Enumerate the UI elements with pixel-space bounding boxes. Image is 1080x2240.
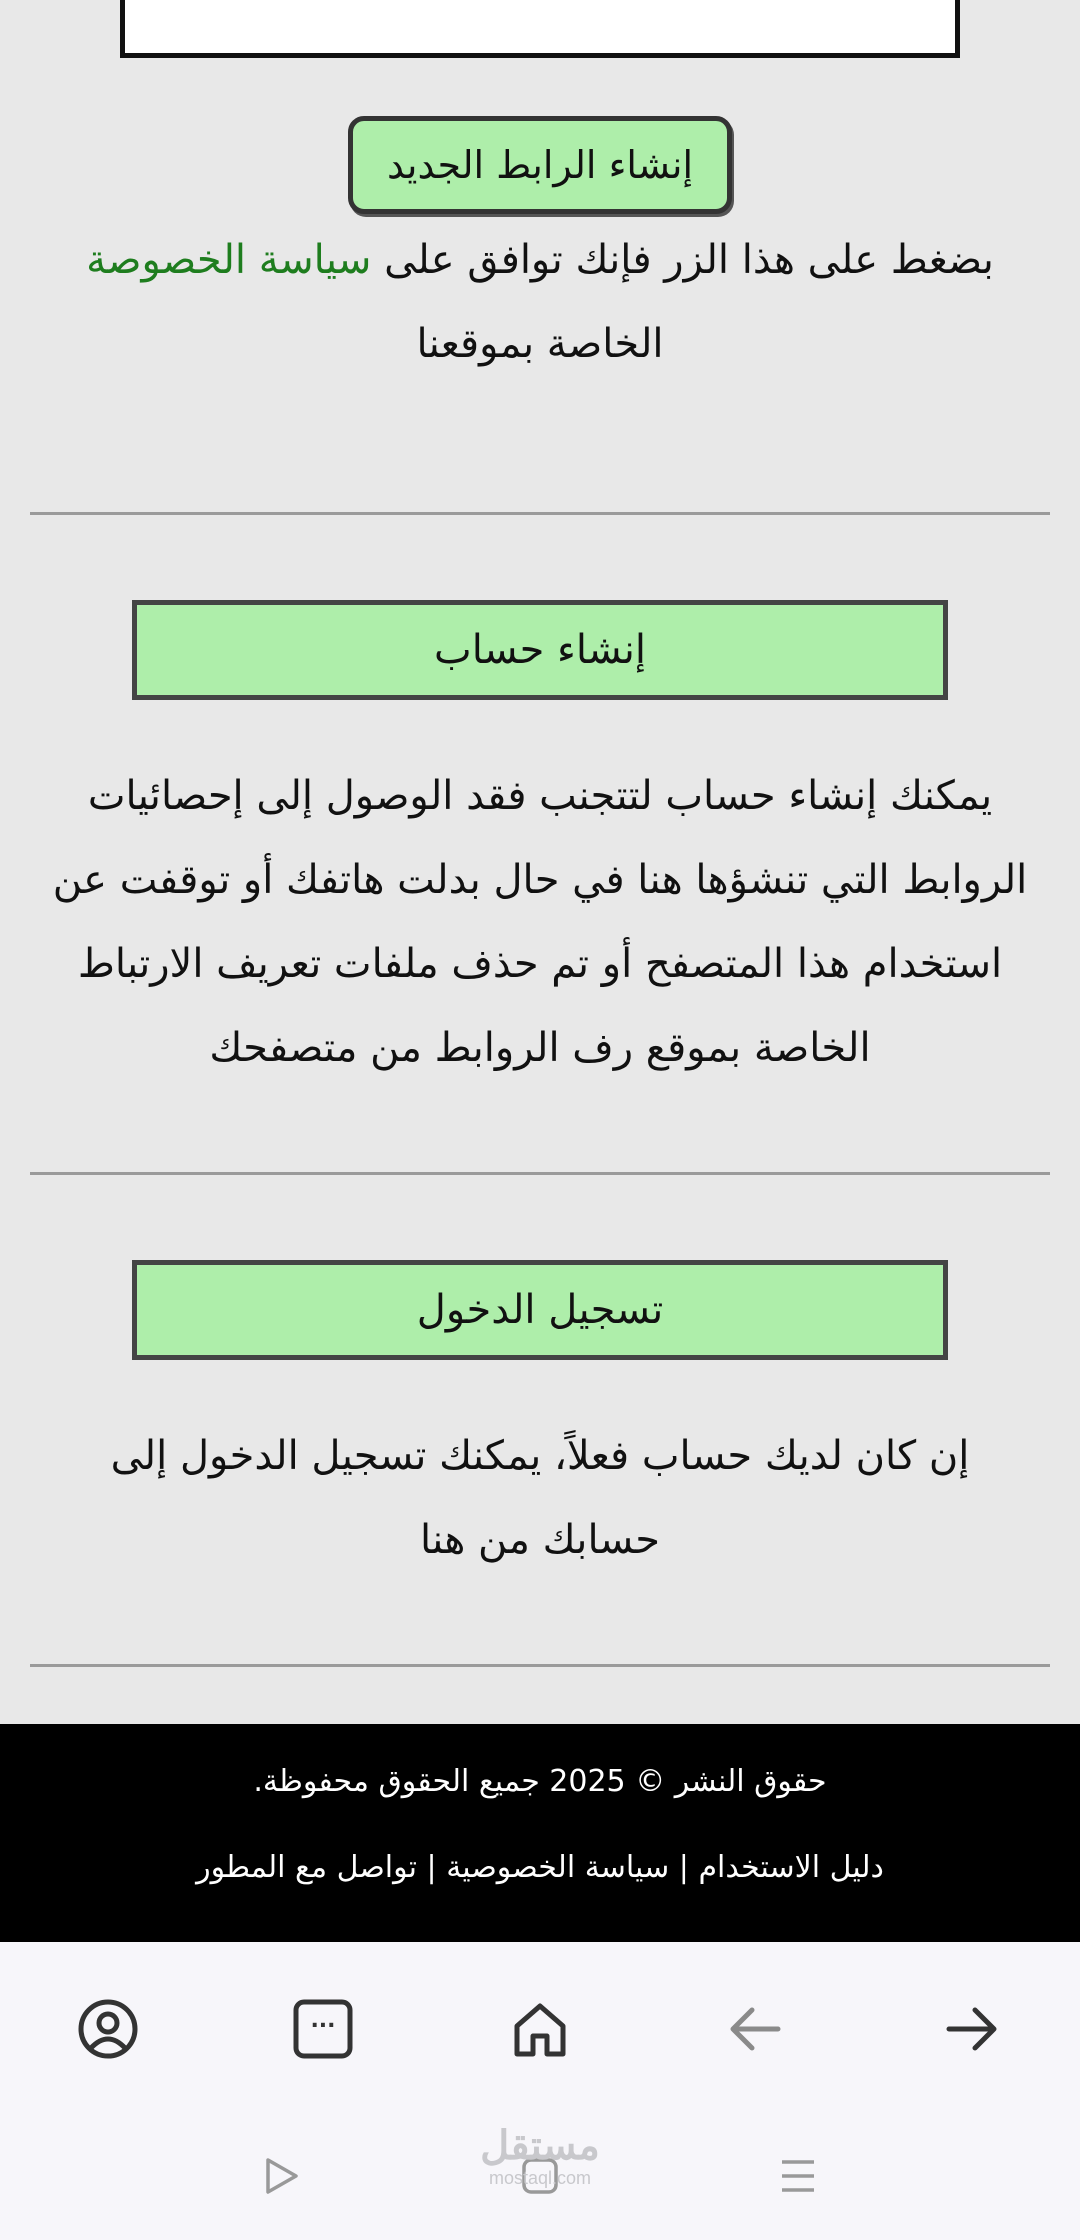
forward-icon[interactable] <box>937 1994 1007 2064</box>
divider <box>30 1172 1050 1175</box>
tabs-icon[interactable] <box>288 1994 358 2064</box>
login-button[interactable]: تسجيل الدخول <box>132 1260 948 1360</box>
back-icon[interactable] <box>720 1994 790 2064</box>
create-account-button[interactable]: إنشاء حساب <box>132 600 948 700</box>
watermark-arabic: مستقل <box>480 2124 600 2168</box>
site-footer <box>0 1724 1080 1942</box>
footer-separator: | <box>669 1850 699 1885</box>
back-triangle-icon[interactable] <box>250 2146 310 2206</box>
home-icon[interactable] <box>505 1994 575 2064</box>
login-description: إن كان لديك حساب فعلاً، يمكنك تسجيل الدخول إلى حسابك من هنا <box>110 1433 970 1563</box>
divider <box>30 1664 1050 1667</box>
create-new-link-button[interactable]: إنشاء الرابط الجديد <box>348 116 732 214</box>
generated-link-box[interactable] <box>120 0 960 58</box>
consent-text-after: الخاصة بموقعنا <box>416 321 664 367</box>
consent-notice <box>40 218 1040 386</box>
footer-link-usage-guide[interactable]: دليل الاستخدام <box>698 1850 884 1885</box>
watermark-latin: mostaql.com <box>488 2168 592 2188</box>
watermark-logo <box>470 2124 610 2194</box>
footer-link-contact[interactable]: تواصل مع المطور <box>196 1850 417 1885</box>
account-icon[interactable] <box>73 1994 143 2064</box>
create-account-description: يمكنك إنشاء حساب لتتجنب فقد الوصول إلى إحصائيات الروابط التي تنشؤها هنا في حال بدلت هاتفك أو توقفت عن استخدام هذا المتصفح أو تم حذف ملفات تعريف الارتباط الخاصة بموقع رف الروابط من متصفحك <box>52 773 1028 1071</box>
footer-separator: | <box>417 1850 447 1885</box>
divider <box>30 512 1050 515</box>
footer-links <box>0 1850 1080 1885</box>
consent-text-before: بضغط على هذا الزر فإنك توافق على <box>371 237 994 283</box>
recents-icon[interactable] <box>768 2146 828 2206</box>
footer-link-privacy[interactable]: سياسة الخصوصية <box>446 1850 670 1885</box>
copyright-text: حقوق النشر © 2025 جميع الحقوق محفوظة. <box>253 1764 827 1799</box>
tabs-count: ... <box>310 2008 336 2033</box>
privacy-policy-link[interactable]: سياسة الخصوصة <box>86 237 372 283</box>
browser-toolbar <box>0 1942 1080 2110</box>
